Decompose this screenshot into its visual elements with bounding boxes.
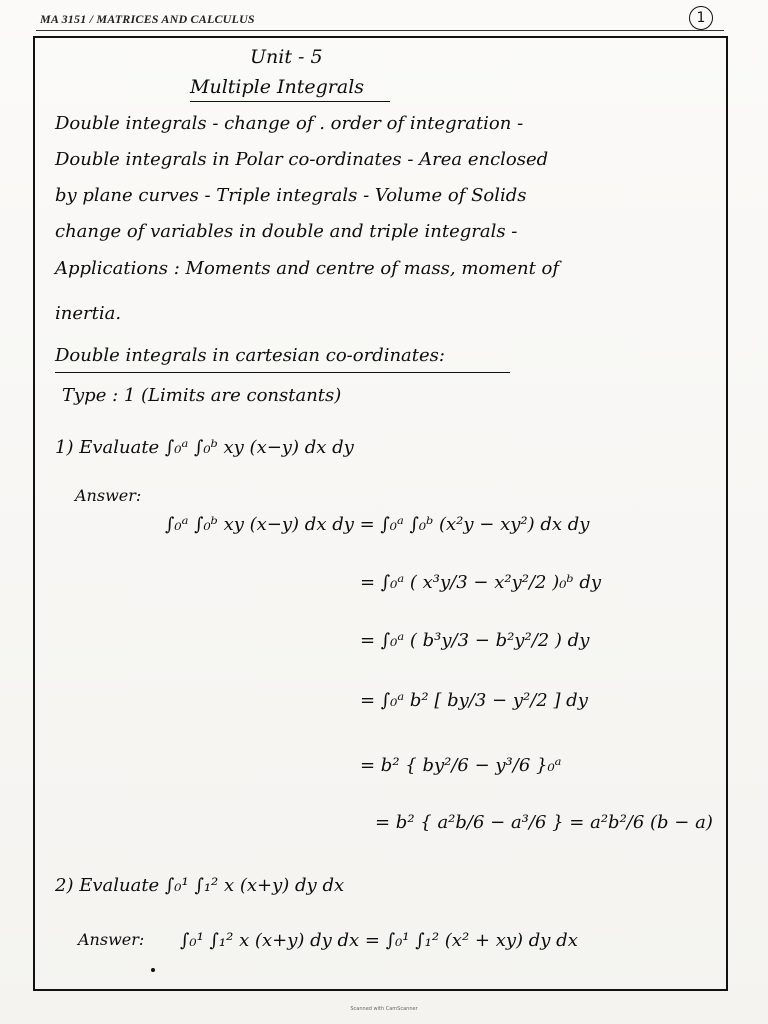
problem-1-answer-label: Answer:: [75, 486, 142, 505]
scanner-watermark: Scanned with CamScanner: [350, 1006, 418, 1012]
problem-1-step-2: = ∫₀ᵃ ( x³y/3 − x²y²/2 )₀ᵇ dy: [360, 572, 602, 593]
problem-1-question: 1) Evaluate ∫₀ᵃ ∫₀ᵇ xy (x−y) dx dy: [55, 437, 354, 458]
problem-1-step-5: = b² { by²/6 − y³/6 }₀ᵃ: [360, 755, 562, 776]
syllabus-line-2: Double integrals in Polar co-ordinates - Area enclosed: [55, 149, 549, 170]
problem-2-step-1: ∫₀¹ ∫₁² x (x+y) dy dx = ∫₀¹ ∫₁² (x² + xy) dy dx: [180, 930, 578, 951]
section-underline: [55, 372, 510, 373]
problem-1-step-3: = ∫₀ᵃ ( b³y/3 − b²y²/2 ) dy: [360, 630, 590, 651]
syllabus-line-4: change of variables in double and triple integrals -: [55, 221, 518, 242]
header-rule: [36, 30, 724, 31]
syllabus-line-6: inertia.: [55, 303, 122, 324]
unit-title: Unit - 5: [250, 46, 323, 68]
topic-underline: [190, 101, 390, 102]
type-line: Type : 1 (Limits are constants): [62, 385, 342, 406]
problem-2-answer-label: Answer:: [78, 930, 145, 949]
page-number-badge: 1: [689, 6, 713, 30]
syllabus-line-1: Double integrals - change of . order of integration -: [55, 113, 524, 134]
topic-title: Multiple Integrals: [190, 76, 365, 98]
ink-dot: [151, 968, 155, 972]
section-heading: Double integrals in cartesian co-ordinates:: [55, 345, 445, 366]
problem-2-question: 2) Evaluate ∫₀¹ ∫₁² x (x+y) dy dx: [55, 875, 345, 896]
syllabus-line-3: by plane curves - Triple integrals - Volume of Solids: [55, 185, 527, 206]
problem-1-step-6: = b² { a²b/6 − a³/6 } = a²b²/6 (b − a): [375, 812, 713, 833]
problem-1-step-4: = ∫₀ᵃ b² [ by/3 − y²/2 ] dy: [360, 690, 588, 711]
syllabus-line-5: Applications : Moments and centre of mass, moment of: [55, 258, 560, 279]
course-header: MA 3151 / MATRICES AND CALCULUS: [40, 12, 255, 26]
problem-1-step-1: ∫₀ᵃ ∫₀ᵇ xy (x−y) dx dy = ∫₀ᵃ ∫₀ᵇ (x²y − xy²) dx dy: [165, 514, 590, 535]
